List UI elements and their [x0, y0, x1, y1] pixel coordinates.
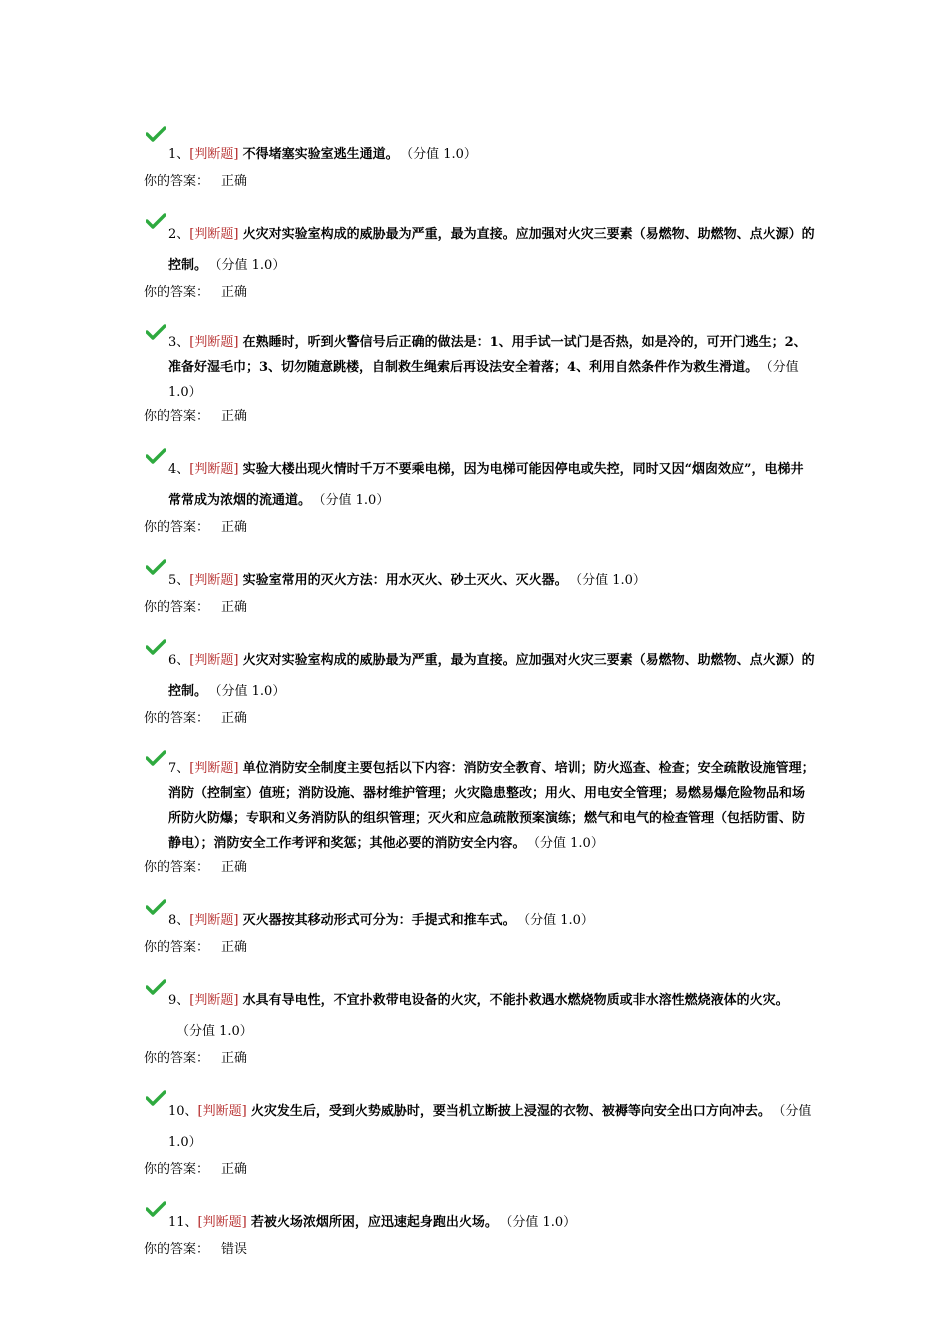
question-9: [144, 979, 816, 1071]
your-answer: [144, 170, 816, 194]
question-text: [144, 1201, 816, 1238]
question-number: 4、: [168, 462, 190, 477]
answer-value: 错误: [221, 1242, 248, 1257]
question-stem: 若被火场浓烟所困，应迅速起身跑出火场。: [250, 1215, 498, 1230]
question-type: [判断题]: [189, 227, 239, 242]
check-icon: [146, 979, 166, 995]
your-answer: [144, 1047, 816, 1071]
check-icon: [146, 1201, 166, 1217]
question-score: （分值 1.0）: [215, 258, 286, 273]
your-answer: [144, 856, 816, 880]
question-text: [144, 559, 816, 596]
question-score: （分值 1.0）: [406, 147, 477, 162]
question-stem: 火灾对实验室构成的威胁最为严重，最为直接。应加强对火灾三要素（易燃物、助燃物、点火源）的控制。: [168, 653, 815, 699]
question-stem: 在熟睡时，听到火警信号后正确的做法是：1、用手试一试门是否热，如是冷的，可开门逃生；2、准备好湿毛巾；3、切勿随意跳楼，自制救生绳索后再设法安全着落；4、利用自然条件作为救生滑道。: [168, 335, 807, 375]
question-text: [144, 1090, 816, 1158]
answer-value: 正确: [221, 285, 248, 300]
answer-label: 你的答案：: [144, 860, 210, 875]
answer-label: 你的答案：: [144, 1051, 210, 1066]
your-answer: [144, 1238, 816, 1262]
question-number: 2、: [168, 227, 190, 242]
question-2: [144, 213, 816, 305]
your-answer: [144, 1158, 816, 1182]
your-answer: [144, 516, 816, 540]
question-text: [144, 213, 816, 281]
question-10: [144, 1090, 816, 1182]
question-score: （分值 1.0）: [215, 684, 286, 699]
answer-label: 你的答案：: [144, 174, 210, 189]
your-answer: [144, 936, 816, 960]
question-text: [144, 324, 816, 405]
question-stem: 实验室常用的灭火方法：用水灭火、砂土灭火、灭火器。: [242, 573, 568, 588]
answer-label: 你的答案：: [144, 1162, 210, 1177]
check-icon: [146, 213, 166, 229]
question-5: [144, 559, 816, 620]
answer-value: 正确: [221, 1162, 248, 1177]
question-3: [144, 324, 816, 429]
question-type: [判断题]: [189, 147, 239, 162]
question-type: [判断题]: [189, 913, 239, 928]
question-stem: 单位消防安全制度主要包括以下内容：消防安全教育、培训；防火巡查、检查；安全疏散设施管理；消防（控制室）值班；消防设施、器材维护管理；火灾隐患整改；用火、用电安全管理；易燃易爆危险物品和场所防火防爆；专职和义务消防队的组织管理；灭火和应急疏散预案演练；燃气和电气的检查管理（包括防雷、防静电）；消防安全工作考评和奖惩；其他必要的消防安全内容。: [168, 761, 815, 851]
question-type: [判断题]: [189, 761, 239, 776]
question-text: [144, 126, 816, 170]
quiz-results: [144, 126, 816, 1262]
question-score: （分值 1.0）: [168, 360, 799, 400]
answer-value: 正确: [221, 1051, 248, 1066]
question-type: [判断题]: [189, 573, 239, 588]
question-number: 3、: [168, 335, 190, 350]
check-icon: [146, 750, 166, 766]
question-type: [判断题]: [189, 462, 239, 477]
question-11: [144, 1201, 816, 1262]
question-text: [144, 899, 816, 936]
your-answer: [144, 405, 816, 429]
question-number: 10、: [168, 1104, 198, 1119]
question-number: 7、: [168, 761, 190, 776]
question-number: 11、: [168, 1215, 198, 1230]
question-type: [判断题]: [197, 1215, 247, 1230]
question-score: （分值 1.0）: [168, 1104, 812, 1150]
check-icon: [146, 324, 166, 340]
answer-label: 你的答案：: [144, 711, 210, 726]
question-stem: 水具有导电性，不宜扑救带电设备的火灾，不能扑救遇水燃烧物质或非水溶性燃烧液体的火灾。: [242, 993, 789, 1008]
answer-label: 你的答案：: [144, 600, 210, 615]
check-icon: [146, 448, 166, 464]
check-icon: [146, 1090, 166, 1106]
question-text: [144, 448, 816, 516]
answer-label: 你的答案：: [144, 409, 210, 424]
question-stem: 火灾发生后，受到火势威胁时，要当机立断披上浸湿的衣物、被褥等向安全出口方向冲去。: [250, 1104, 771, 1119]
question-stem: 实验大楼出现火情时千万不要乘电梯，因为电梯可能因停电或失控，同时又因“烟囱效应”，电梯井常常成为浓烟的流通道。: [168, 462, 804, 508]
question-number: 5、: [168, 573, 190, 588]
question-stem: 火灾对实验室构成的威胁最为严重，最为直接。应加强对火灾三要素（易燃物、助燃物、点火源）的控制。: [168, 227, 815, 273]
answer-value: 正确: [221, 174, 248, 189]
question-number: 9、: [168, 993, 190, 1008]
question-number: 1、: [168, 147, 190, 162]
question-number: 6、: [168, 653, 190, 668]
question-score: （分值 1.0）: [533, 836, 604, 851]
answer-value: 正确: [221, 600, 248, 615]
question-score: （分值 1.0）: [523, 913, 594, 928]
question-6: [144, 639, 816, 731]
question-7: [144, 750, 816, 880]
answer-value: 正确: [221, 940, 248, 955]
check-icon: [146, 639, 166, 655]
check-icon: [146, 126, 166, 142]
question-type: [判断题]: [189, 653, 239, 668]
question-text: [144, 639, 816, 707]
answer-label: 你的答案：: [144, 285, 210, 300]
answer-label: 你的答案：: [144, 1242, 210, 1257]
your-answer: [144, 281, 816, 305]
answer-value: 正确: [221, 409, 248, 424]
question-score: （分值 1.0）: [575, 573, 646, 588]
question-score: （分值 1.0）: [505, 1215, 577, 1230]
answer-label: 你的答案：: [144, 940, 210, 955]
question-1: [144, 126, 816, 194]
question-score: （分值 1.0）: [319, 493, 390, 508]
question-stem: 不得堵塞实验室逃生通道。: [242, 147, 399, 162]
question-4: [144, 448, 816, 540]
question-type: [判断题]: [189, 993, 239, 1008]
question-8: [144, 899, 816, 960]
question-text: [144, 750, 816, 856]
question-text: [144, 979, 816, 1047]
question-type: [判断题]: [197, 1104, 247, 1119]
question-score: （分值 1.0）: [176, 1024, 253, 1039]
answer-value: 正确: [221, 520, 248, 535]
check-icon: [146, 559, 166, 575]
your-answer: [144, 707, 816, 731]
your-answer: [144, 596, 816, 620]
answer-label: 你的答案：: [144, 520, 210, 535]
answer-value: 正确: [221, 860, 248, 875]
answer-value: 正确: [221, 711, 248, 726]
question-number: 8、: [168, 913, 190, 928]
question-type: [判断题]: [189, 335, 239, 350]
check-icon: [146, 899, 166, 915]
question-stem: 灭火器按其移动形式可分为：手提式和推车式。: [242, 913, 516, 928]
